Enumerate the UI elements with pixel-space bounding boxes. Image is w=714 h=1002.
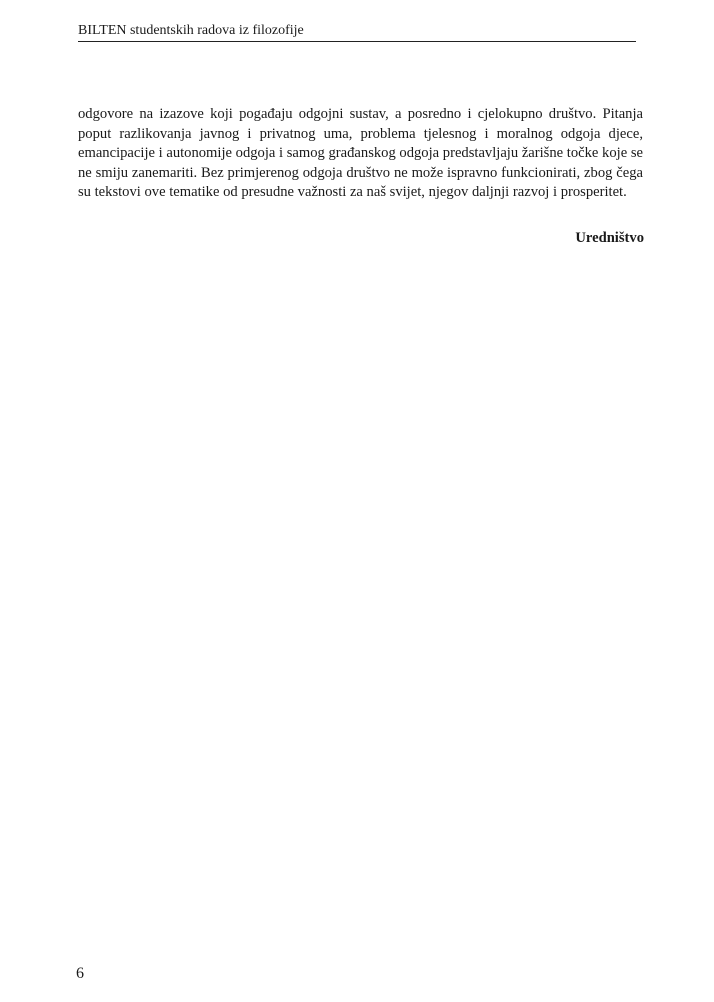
editorial-signature: Uredništvo [575,230,644,246]
body-paragraph: odgovore na izazove koji pogađaju odgojni sustav, a posredno i cjelokupno društvo. Pitanja poput razlikovanja javnog i privatnog uma, problema tjelesnog i moralnog odgoja djece, emancipacije i autonomije odgoja i samog građanskog odgoja predstavljaju žarišne točke koje se ne smiju zanemariti. Bez primjerenog odgoja društvo ne može ispravno funkcionirati, zbog čega su tekstovi ove tematike od presudne važnosti za naš svijet, njegov daljnji razvoj i prosperitet. [78,106,643,201]
running-header [78,22,636,42]
page-number: 6 [76,965,84,982]
journal-title: BILTEN studentskih radova iz filozofije [78,23,304,38]
